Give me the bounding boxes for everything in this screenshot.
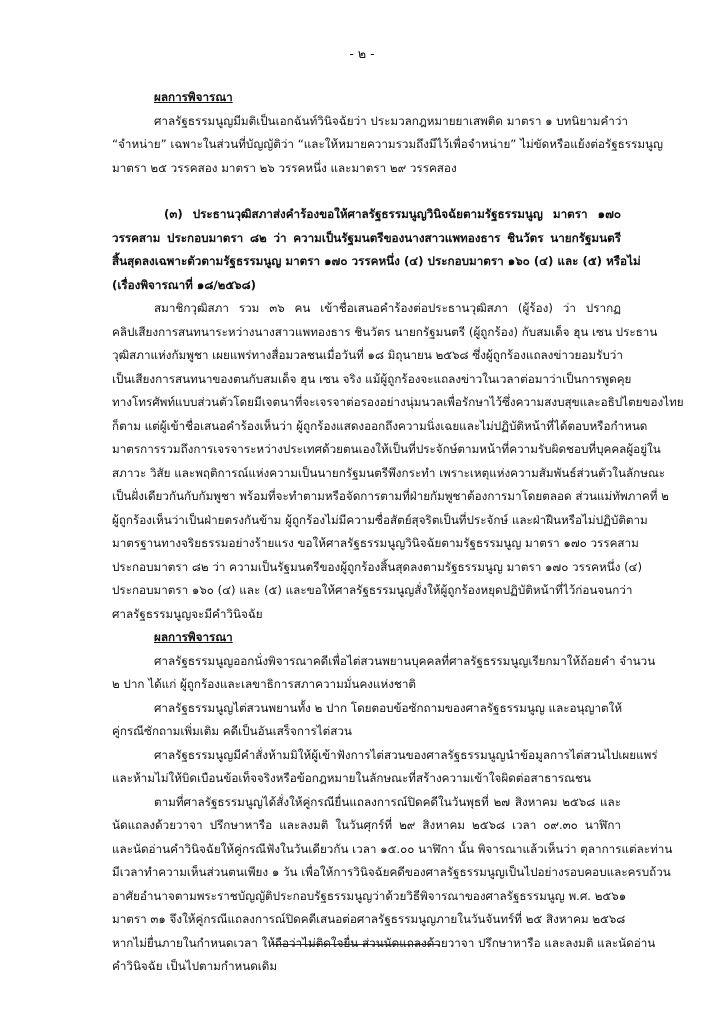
paragraph-line: ศาลรัฐธรรมนูญมีมติเป็นเอกฉันท์วินิจฉัยว่า ประมวลกฎหมายยาเสพติด มาตรา ๑ บทนิยามคำว่า [154, 113, 628, 128]
paragraph-line: และนัดอ่านคำวินิจฉัยให้คู่กรณีฟังในวันเดียวกัน เวลา ๑๕.๐๐ นาฬิกา นั้น พิจารณาแล้วเห็นว่า ตุลาการแต่ละท่าน [112, 841, 673, 856]
case-title-line: วรรคสาม ประกอบมาตรา ๘๒ ว่า ความเป็นรัฐมนตรีของนางสาวแพทองธาร ชินวัตร นายกรัฐมนตรี [112, 230, 621, 245]
paragraph-line: มาตรา ๓๑ จึงให้คู่กรณีแถลงการณ์ปิดคดีเสนอต่อศาลรัฐธรรมนูญภายในวันจันทร์ที่ ๒๕ สิงหาคม ๒๕๖๘ [112, 912, 626, 926]
section-heading: ผลการพิจารณา [154, 630, 233, 644]
paragraph-line: สมาชิกวุฒิสภา รวม ๓๖ คน เข้าชื่อเสนอคำร้องต่อประธานวุฒิสภา (ผู้ร้อง) ว่า ปรากฏ [154, 301, 621, 315]
paragraph-line: ทางโทรศัพท์แบบส่วนตัวโดยมีเจตนาที่จะเจรจาต่อรองอย่างนุ่มนวลเพื่อรักษาไว้ซึ่งความสงบสุขและอธิปไตยของไทย [112, 395, 684, 409]
paragraph-line: มาตรา ๒๕ วรรคสอง มาตรา ๒๖ วรรคหนึ่ง และมาตรา ๒๙ วรรคสอง [112, 160, 457, 175]
paragraph-line: วุฒิสภาแห่งกัมพูชา เผยแพร่ทางสื่อมวลชนเมื่อวันที่ ๑๘ มิถุนายน ๒๕๖๘ ซึ่งผู้ถูกร้องแถลงข่าวยอมรับว่า [112, 348, 623, 362]
paragraph-line: ประกอบมาตรา ๑๖๐ (๔) และ (๕) และขอให้ศาลรัฐธรรมนูญสั่งให้ผู้ถูกร้องหยุดปฏิบัติหน้าที่ไว้ก่อนจนกว่า [112, 583, 633, 597]
paragraph-line: เป็นเสียงการสนทนาของตนกับสมเด็จ ฮุน เซน จริง แม้ผู้ถูกร้องจะแถลงข่าวในเวลาต่อมาว่าเป็นการพูดคุย [112, 371, 632, 386]
case-title-line: สิ้นสุดลงเฉพาะตัวตามรัฐธรรมนูญ มาตรา ๑๗๐ วรรคหนึ่ง (๔) ประกอบมาตรา ๑๖๐ (๔) และ (๕) หรือไม่ [112, 254, 641, 268]
paragraph-line: เป็นฝั่งเดียวกันกับกัมพูชา พร้อมที่จะทำตามหรือจัดการตามที่ฝ่ายกัมพูชาต้องการมาโดยตลอด ส่วนแม่ทัพภาคที่ ๒ [112, 489, 669, 503]
paragraph-line: สภาวะ วิสัย และพฤติการณ์แห่งความเป็นนายกรัฐมนตรีพึงกระทำ เพราะเหตุแห่งความสัมพันธ์ส่วนตัวในลักษณะ [112, 465, 666, 480]
paragraph-line: อาศัยอำนาจตามพระราชบัญญัติประกอบรัฐธรรมนูญว่าด้วยวิธีพิจารณาของศาลรัฐธรรมนูญ พ.ศ. ๒๕๖๑ [112, 888, 627, 903]
paragraph-line: มีเวลาทำความเห็นส่วนตนเพียง ๑ วัน เพื่อให้การวินิจฉัยคดีของศาลรัฐธรรมนูญเป็นไปอย่างรอบคอบและครบถ้วน [112, 865, 671, 879]
paragraph-line: นัดแถลงด้วยวาจา ปรึกษาหารือ และลงมติ ในวันศุกร์ที่ ๒๙ สิงหาคม ๒๕๖๘ เวลา ๐๙.๓๐ นาฬิกา [112, 818, 621, 832]
document-body [112, 86, 684, 979]
paragraph-line: ศาลรัฐธรรมนูญมีคำสั่งห้ามมิให้ผู้เข้าฟังการไต่สวนของศาลรัฐธรรมนูญนำข้อมูลการไต่สวนไปเผยแพร่ [154, 747, 658, 762]
paragraph-line: ก็ตาม แต่ผู้เข้าชื่อเสนอคำร้องเห็นว่า ผู้ถูกร้องแสดงออกถึงความนิ่งเฉยและไม่ปฏิบัติหน้าที่ได้ตอบหรือกำหนด [112, 418, 648, 433]
paragraph-line: คลิปเสียงการสนทนาระหว่างนางสาวแพทองธาร ชินวัตร นายกรัฐมนตรี (ผู้ถูกร้อง) กับสมเด็จ ฮุน เซน ประธาน [112, 324, 658, 339]
section-heading: ผลการพิจารณา [154, 90, 233, 104]
paragraph-line: หากไม่ยื่นภายในกำหนดเวลา ให้ถือว่าไม่ติดใจยื่น ส่วนนัดแถลงด้วยวาจา ปรึกษาหารือ และลงมติ และนัดอ่าน [112, 935, 656, 950]
paragraph-line: ประกอบมาตรา ๘๒ ว่า ความเป็นรัฐมนตรีของผู้ถูกร้องสิ้นสุดลงตามรัฐธรรมนูญ มาตรา ๑๗๐ วรรคหนึ่ง (๔) [112, 559, 643, 574]
paragraph-line: ศาลรัฐธรรมนูญออกนั่งพิจารณาคดีเพื่อไต่สวนพยานบุคคลที่ศาลรัฐธรรมนูญเรียกมาให้ถ้อยคำ จำนวน [154, 653, 656, 668]
page-number: - ๒ - [349, 46, 375, 61]
paragraph-line: “จำหน่าย” เฉพาะในส่วนที่บัญญัติว่า “และให้หมายความรวมถึงมีไว้เพื่อจำหน่าย” ไม่ขัดหรือแย้งต่อรัฐธรรมนูญ [112, 137, 664, 151]
paragraph-line: ศาลรัฐธรรมนูญไต่สวนพยานทั้ง ๒ ปาก โดยตอบข้อซักถามของศาลรัฐธรรมนูญ และอนุญาตให้ [154, 700, 623, 715]
paragraph-line: คู่กรณีซักถามเพิ่มเติม คดีเป็นอันเสร็จการไต่สวน [112, 724, 352, 738]
paragraph-line: ตามที่ศาลรัฐธรรมนูญได้สั่งให้คู่กรณียื่นแถลงการณ์ปิดคดีในวันพุธที่ ๒๗ สิงหาคม ๒๕๖๘ และ [154, 794, 621, 809]
paragraph-line: และห้ามไม่ให้บิดเบือนข้อเท็จจริงหรือข้อกฎหมายในลักษณะที่สร้างความเข้าใจผิดต่อสาธารณชน [112, 771, 591, 785]
paragraph-line: คำวินิจฉัย เป็นไปตามกำหนดเดิม [112, 959, 278, 973]
spacer [112, 180, 621, 203]
case-title-line: (๓) ประธานวุฒิสภาส่งคำร้องขอให้ศาลรัฐธรรมนูญวินิจฉัยตามรัฐธรรมนูญ มาตรา ๑๗๐ [164, 207, 621, 221]
footer-divider [272, 944, 440, 945]
paragraph-line: ๒ ปาก ได้แก่ ผู้ถูกร้องและเลขาธิการสภาความมั่นคงแห่งชาติ [112, 677, 417, 691]
paragraph-line: ผู้ถูกร้องเห็นว่าเป็นฝ่ายตรงกันข้าม ผู้ถูกร้องไม่มีความซื่อสัตย์สุจริตเป็นที่ประจักษ์ และฝ่าฝืนหรือไม่ปฏิบัติตาม [112, 512, 648, 527]
case-title-line: (เรื่องพิจารณาที่ ๑๘/๒๕๖๘) [112, 277, 256, 292]
paragraph-line: ศาลรัฐธรรมนูญจะมีคำวินิจฉัย [112, 606, 263, 621]
paragraph-line: มาตรฐานทางจริยธรรมอย่างร้ายแรง ขอให้ศาลรัฐธรรมนูญวินิจฉัยตามรัฐธรรมนูญ มาตรา ๑๗๐ วรรคสาม [112, 536, 639, 550]
paragraph-line: มาตรการรวมถึงการเจรจาระหว่างประเทศด้วยตนเองให้เป็นที่ประจักษ์ตามหน้าที่ความรับผิดชอบที่บุคคลผู้อยู่ใน [112, 442, 661, 456]
